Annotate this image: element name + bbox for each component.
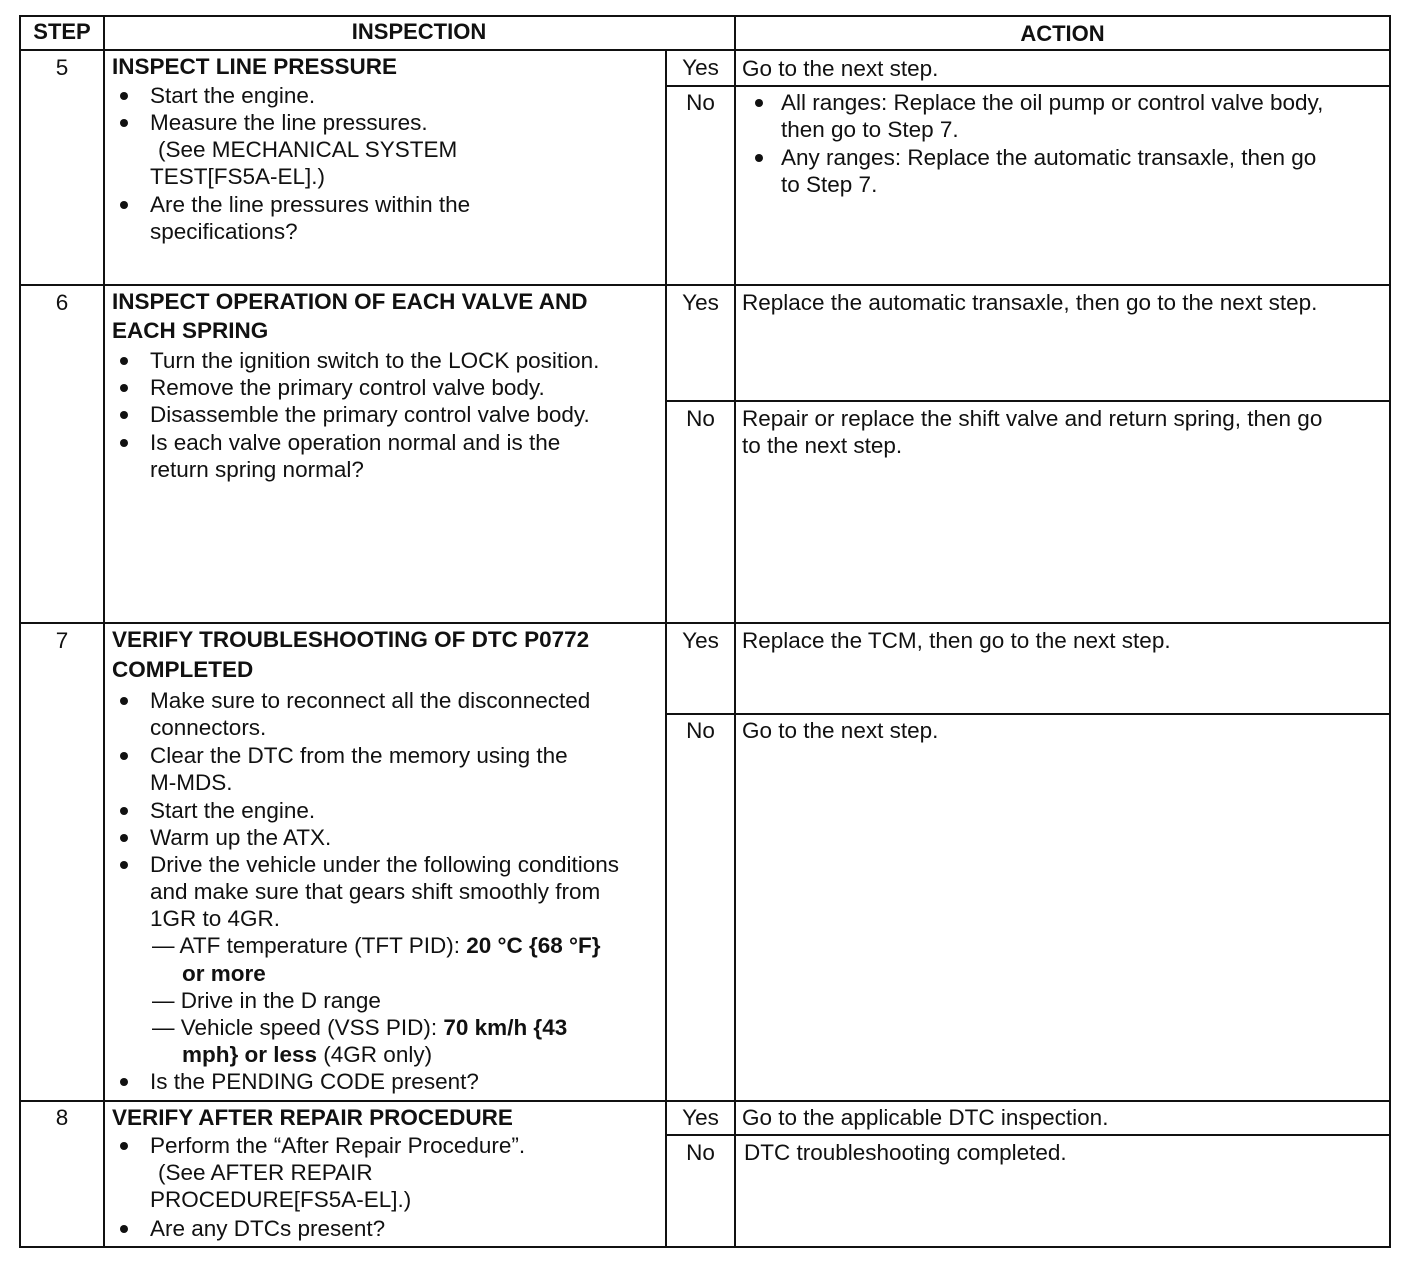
bullet [120, 1225, 128, 1233]
no-action: Any ranges: Replace the automatic transaxle, then go [781, 145, 1317, 170]
inspection-title: VERIFY TROUBLESHOOTING OF DTC P0772 [112, 627, 590, 652]
row-divider [19, 1100, 1391, 1102]
condition-value: mph} or less [182, 1042, 318, 1067]
bullet [120, 861, 128, 869]
yes-label: Yes [682, 1105, 719, 1130]
inspection-line: Measure the line pressures. [150, 110, 428, 135]
bullet [120, 439, 128, 447]
no-action: to the next step. [742, 433, 903, 458]
inspection-line: and make sure that gears shift smoothly from [150, 879, 601, 904]
bullet [120, 201, 128, 209]
table-border-top [19, 15, 1391, 17]
inspection-line: Turn the ignition switch to the LOCK position. [150, 348, 600, 373]
condition-line: — Drive in the D range [152, 988, 381, 1013]
bullet [120, 411, 128, 419]
yes-label: Yes [682, 290, 719, 315]
yes-label: Yes [682, 628, 719, 653]
no-label: No [686, 1140, 715, 1165]
inspection-line: Drive the vehicle under the following conditions [150, 852, 620, 877]
table-border-bottom [19, 1246, 1391, 1248]
yes-action: Go to the next step. [742, 56, 939, 81]
inspection-line: Start the engine. [150, 83, 316, 108]
step-number: 7 [55, 628, 69, 653]
condition-value: 20 °C {68 °F} [466, 933, 601, 958]
condition-line [182, 1041, 432, 1068]
condition-value: 70 km/h {43 [443, 1015, 568, 1040]
inspection-line: TEST[FS5A-EL].) [150, 164, 326, 189]
bullet [120, 752, 128, 760]
inspection-line: Are the line pressures within the [150, 192, 471, 217]
bullet [120, 92, 128, 100]
bullet [120, 1142, 128, 1150]
header-divider [19, 49, 1391, 51]
inspection-line: PROCEDURE[FS5A-EL].) [150, 1187, 412, 1212]
inspection-line: Start the engine. [150, 798, 316, 823]
step-number: 6 [55, 290, 69, 315]
condition-text: (4GR only) [317, 1042, 433, 1067]
inspection-line: return spring normal? [150, 457, 364, 482]
no-label: No [686, 406, 715, 431]
yes-label: Yes [682, 55, 719, 80]
row-divider [19, 622, 1391, 624]
table-border-right [1389, 15, 1391, 1248]
no-action: All ranges: Replace the oil pump or control valve body, [781, 90, 1324, 115]
inspection-line: (See AFTER REPAIR [158, 1160, 373, 1185]
inspection-line: Perform the “After Repair Procedure”. [150, 1133, 526, 1158]
step-header: STEP [33, 19, 91, 44]
bullet [120, 1078, 128, 1086]
row-divider [19, 284, 1391, 286]
inspection-title: COMPLETED [112, 657, 254, 682]
no-label: No [686, 90, 715, 115]
inspection-line: Clear the DTC from the memory using the [150, 743, 568, 768]
inspection-line: Make sure to reconnect all the disconnected [150, 688, 591, 713]
no-action: to Step 7. [781, 172, 878, 197]
yes-action: Replace the automatic transaxle, then go to the next step. [742, 290, 1318, 315]
yes-no-divider [666, 85, 1391, 87]
action-header: ACTION [1020, 21, 1105, 46]
condition-line [152, 1014, 567, 1041]
inspection-header: INSPECTION [351, 19, 487, 44]
inspection-title: INSPECT LINE PRESSURE [112, 54, 398, 79]
condition-text: — ATF temperature (TFT PID): [152, 933, 467, 958]
action-column-divider [734, 15, 736, 1248]
inspection-line: specifications? [150, 219, 298, 244]
inspection-line: Is the PENDING CODE present? [150, 1069, 479, 1094]
inspection-line: M-MDS. [150, 770, 233, 795]
bullet [120, 384, 128, 392]
bullet [755, 99, 763, 107]
step-number: 8 [55, 1105, 69, 1130]
step-number: 5 [55, 55, 69, 80]
yes-action: Go to the applicable DTC inspection. [742, 1105, 1109, 1130]
no-action: DTC troubleshooting completed. [744, 1140, 1067, 1165]
no-action: Repair or replace the shift valve and return spring, then go [742, 406, 1323, 431]
no-action: then go to Step 7. [781, 117, 959, 142]
no-label: No [686, 718, 715, 743]
inspection-title: EACH SPRING [112, 318, 269, 343]
inspection-line: Disassemble the primary control valve body. [150, 402, 590, 427]
inspection-line: Is each valve operation normal and is the [150, 430, 561, 455]
yes-no-divider [666, 713, 1391, 715]
no-action: Go to the next step. [742, 718, 939, 743]
bullet [120, 807, 128, 815]
yes-action: Replace the TCM, then go to the next step. [742, 628, 1171, 653]
inspection-title: INSPECT OPERATION OF EACH VALVE AND [112, 289, 588, 314]
inspection-line: connectors. [150, 715, 267, 740]
bullet [120, 697, 128, 705]
condition-text: — Vehicle speed (VSS PID): [152, 1015, 444, 1040]
condition-value: or more [182, 961, 266, 986]
bullet [755, 154, 763, 162]
inspection-line: 1GR to 4GR. [150, 906, 281, 931]
yes-no-divider [666, 1134, 1391, 1136]
bullet [120, 357, 128, 365]
yes-no-divider [666, 400, 1391, 402]
bullet [120, 119, 128, 127]
inspection-line: (See MECHANICAL SYSTEM [158, 137, 458, 162]
condition-line [152, 932, 601, 959]
inspection-line: Remove the primary control valve body. [150, 375, 545, 400]
inspection-title: VERIFY AFTER REPAIR PROCEDURE [112, 1105, 513, 1130]
inspection-line: Are any DTCs present? [150, 1216, 386, 1241]
bullet [120, 834, 128, 842]
inspection-line: Warm up the ATX. [150, 825, 332, 850]
